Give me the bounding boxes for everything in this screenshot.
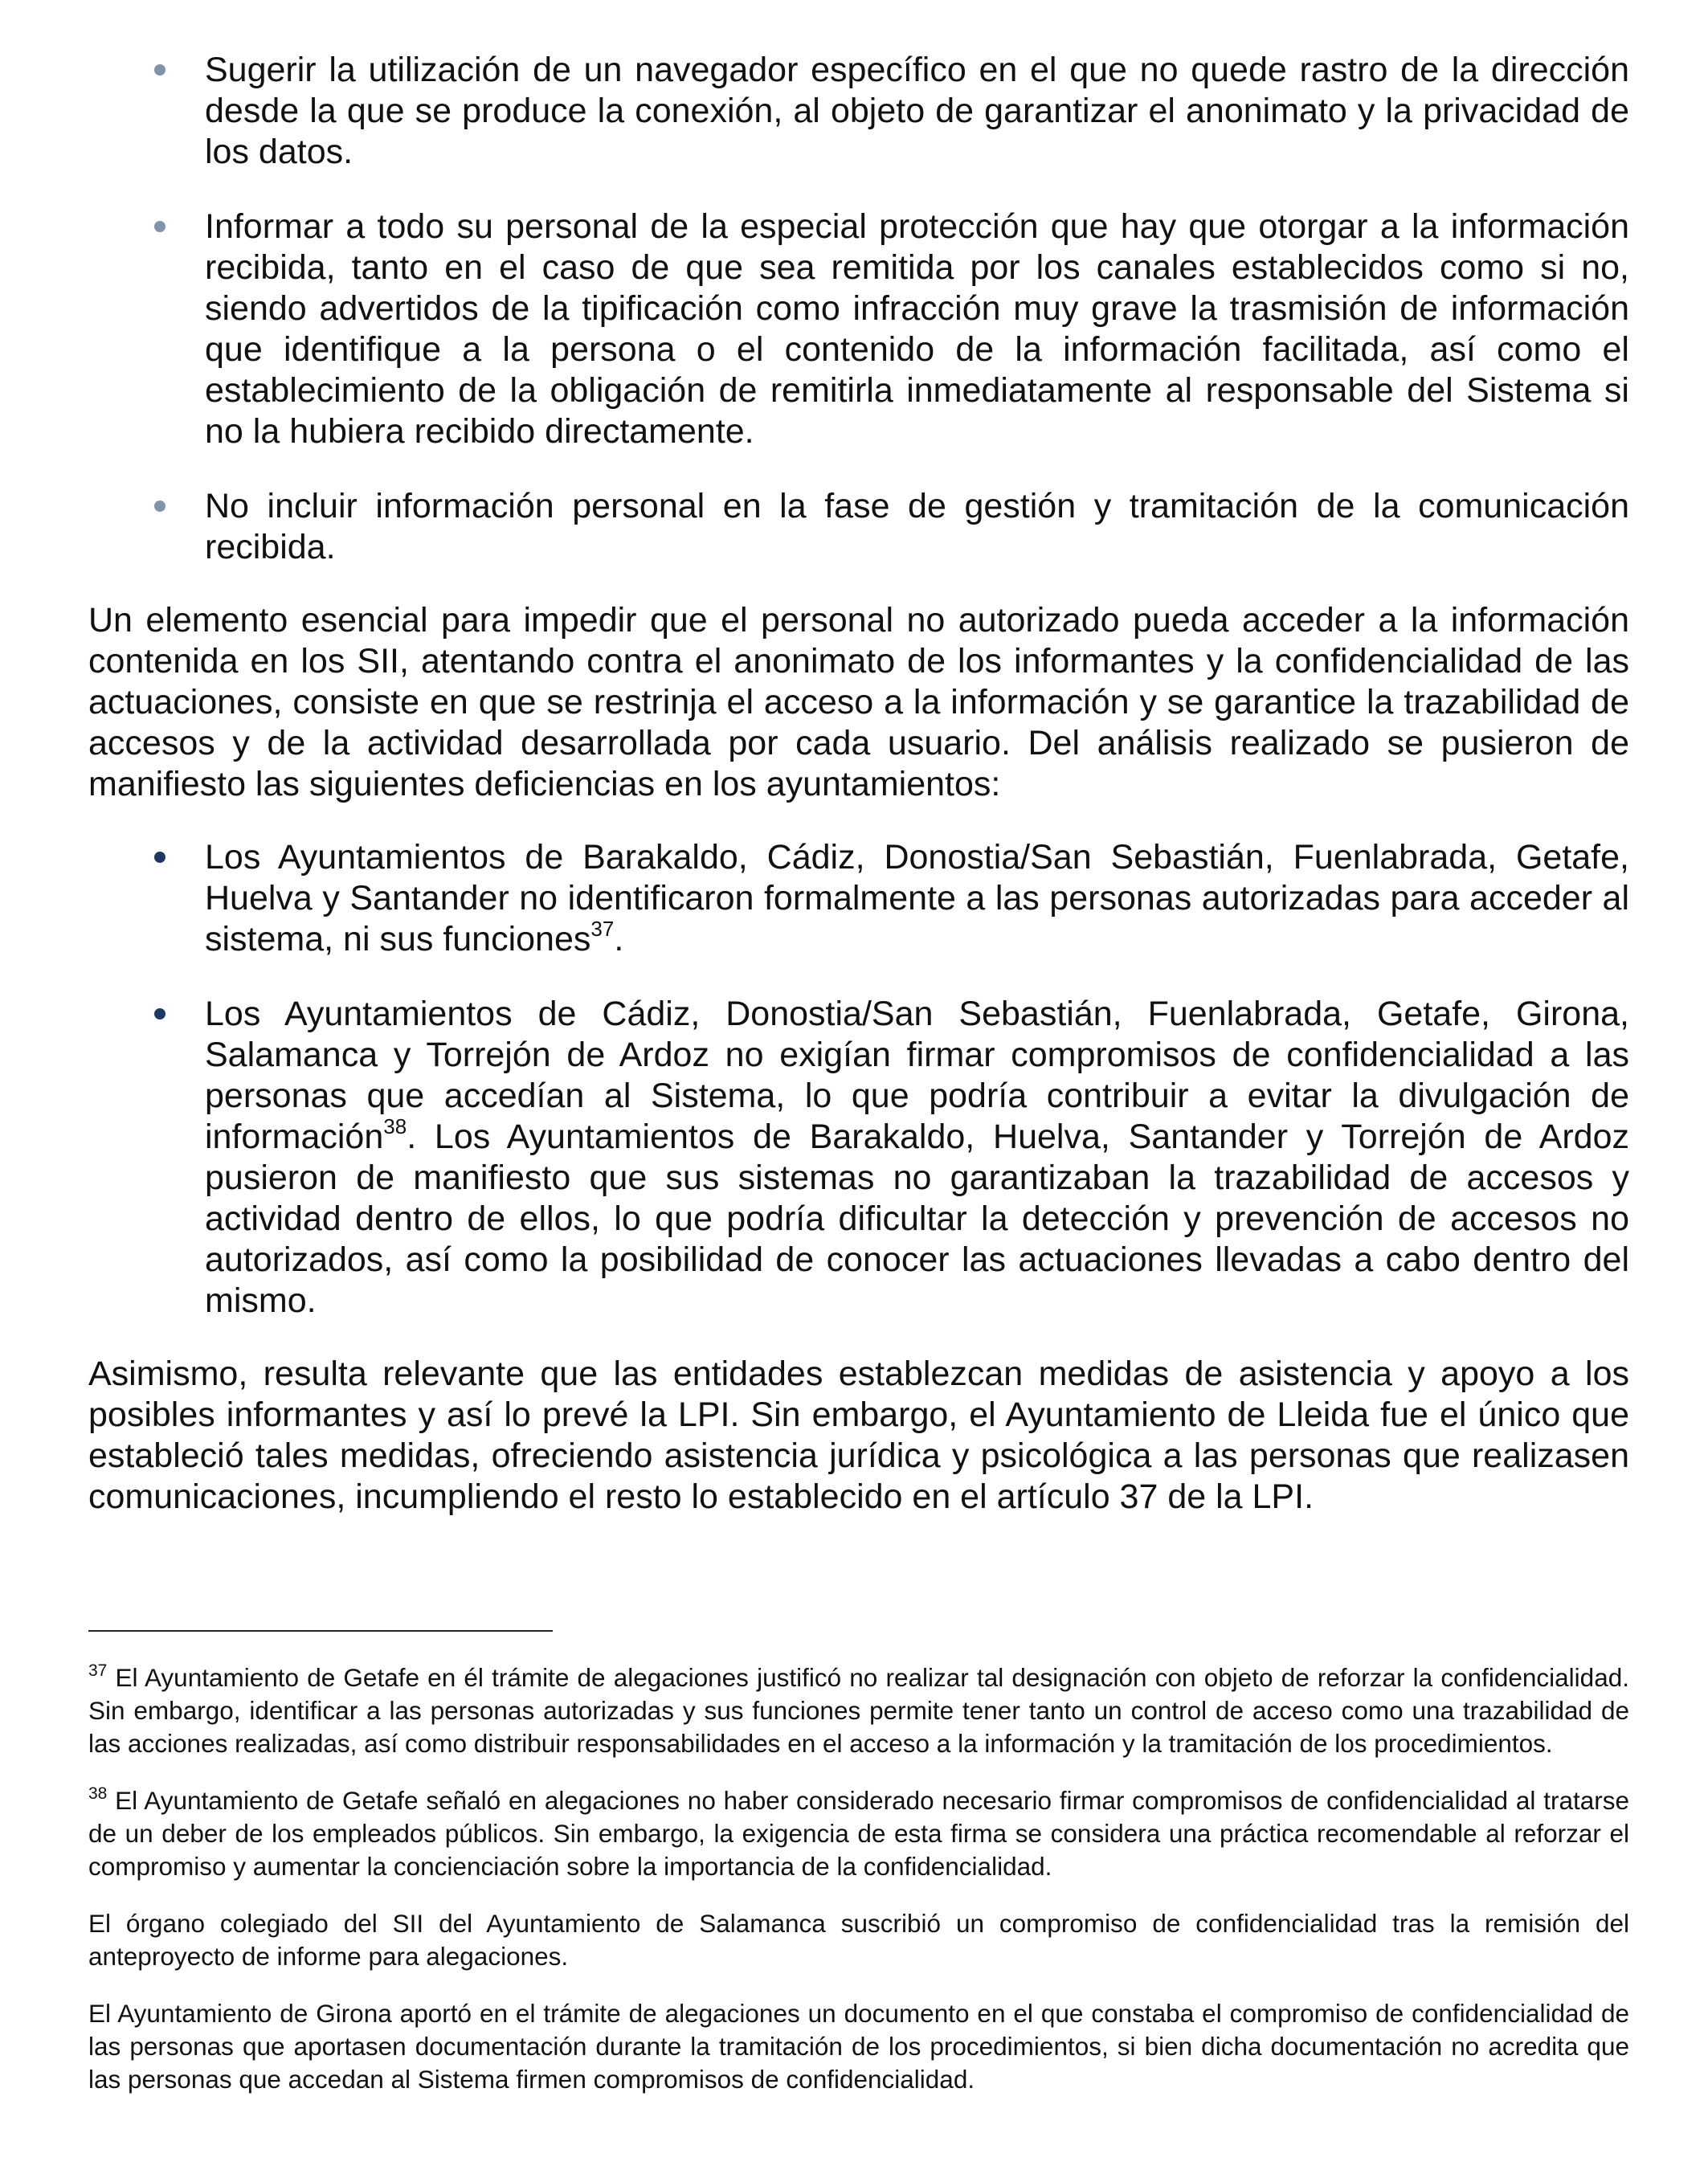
footnote-38: [88, 1784, 1629, 1883]
footnote-text: El Ayuntamiento de Getafe en él trámite de alegaciones justificó no realizar tal designación con objeto de reforzar la confidencialidad. Sin embargo, identificar a las personas autorizadas y sus funciones permite tener tanto un control de acceso como una trazabilidad de las acciones realizadas, así como distribuir responsabilidades en el acceso a la información y la tramitación de los procedimientos.: [88, 1663, 1629, 1758]
footnotes-section: [88, 1661, 1629, 2096]
findings-list: [88, 837, 1629, 1322]
recommendation-list: [88, 50, 1629, 568]
footnote-38-continuation: El Ayuntamiento de Girona aportó en el trámite de alegaciones un documento en el que constaba el compromiso de confidencialidad de las personas que aportasen documentación durante la tramitación de los procedimientos, si bien dicha documentación no acredita que las personas que accedan al Sistema firmen compromisos de confidencialidad.: [88, 1999, 1629, 2094]
bullet-icon: [154, 852, 165, 863]
list-item: [88, 486, 1629, 568]
footnote-38-continuation: El órgano colegiado del SII del Ayuntamiento de Salamanca suscribió un compromiso de confidencialidad tras la remisión del anteproyecto de informe para alegaciones.: [88, 1909, 1629, 1971]
body-paragraph: Asimismo, resulta relevante que las entidades establezcan medidas de asistencia y apoyo a los posibles informantes y así lo prevé la LPI. Sin embargo, el Ayuntamiento de Lleida fue el único que estableció tales medidas, ofreciendo asistencia jurídica y psicológica a las personas que realizasen comunicaciones, incumpliendo el resto lo establecido en el artículo 37 de la LPI.: [88, 1355, 1629, 1516]
body-paragraph: Un elemento esencial para impedir que el personal no autorizado pueda acceder a la información contenida en los SII, atentando contra el anonimato de los informantes y la confidencialidad de las actuaciones, consiste en que se restrinja el acceso a la información y se garantice la trazabilidad de accesos y de la actividad desarrollada por cada usuario. Del análisis realizado se pusieron de manifiesto las siguientes deficiencias en los ayuntamientos:: [88, 601, 1629, 803]
list-item: [88, 206, 1629, 452]
list-item: [88, 994, 1629, 1322]
footnote-37: [88, 1661, 1629, 1760]
bullet-icon: [154, 501, 165, 512]
footnote-separator: [88, 1630, 553, 1632]
list-item-text-end: .: [614, 920, 624, 958]
list-item-text: Informar a todo su personal de la especial protección que hay que otorgar a la información recibida, tanto en el caso de que sea remitida por los canales establecidos como si no, siendo advertidos de la tipificación como infracción muy grave la trasmisión de información que identifique a la persona o el contenido de la información facilitada, así como el establecimiento de la obligación de remitirla inmediatamente al responsable del Sistema si no la hubiera recibido directamente.: [205, 207, 1629, 451]
bullet-icon: [154, 1008, 165, 1020]
list-item: [88, 50, 1629, 173]
footnote-number: 38: [88, 1784, 108, 1803]
list-item-text: Sugerir la utilización de un navegador específico en el que no quede rastro de la dirección desde la que se produce la conexión, al objeto de garantizar el anonimato y la privacidad de los datos.: [205, 51, 1629, 171]
list-item-text-end: . Los Ayuntamientos de Barakaldo, Huelva, Santander y Torrejón de Ardoz pusieron de manifiesto que sus sistemas no garantizaban la trazabilidad de accesos y actividad dentro de ellos, lo que podría dificultar la detección y prevención de accesos no autorizados, así como la posibilidad de conocer las actuaciones llevadas a cabo dentro del mismo.: [205, 1118, 1629, 1320]
footnote-text: El Ayuntamiento de Getafe señaló en alegaciones no haber considerado necesario firmar compromisos de confidencialidad al tratarse de un deber de los empleados públicos. Sin embargo, la exigencia de esta firma se considera una práctica recomendable al reforzar el compromiso y aumentar la concienciación sobre la importancia de la confidencialidad.: [88, 1786, 1629, 1881]
footnote-number: 37: [88, 1661, 108, 1680]
bullet-icon: [154, 221, 165, 232]
list-item: [88, 837, 1629, 960]
document-body: [88, 50, 1629, 1518]
list-item-text: Los Ayuntamientos de Cádiz, Donostia/San Sebastián, Fuenlabrada, Getafe, Girona, Salamanca y Torrejón de Ardoz no exigían firmar compromisos de confidencialidad a las personas que accedían al Sistema, lo que podría contribuir a evitar la divulgación de información: [205, 995, 1629, 1156]
footnote-ref-37[interactable]: 37: [590, 917, 615, 941]
list-item-text: No incluir información personal en la fase de gestión y tramitación de la comunicación recibida.: [205, 487, 1629, 566]
footnote-ref-38[interactable]: 38: [383, 1114, 407, 1138]
list-item-text: Los Ayuntamientos de Barakaldo, Cádiz, Donostia/San Sebastián, Fuenlabrada, Getafe, Huelva y Santander no identificaron formalmente a las personas autorizadas para acceder al sistema, ni sus funciones: [205, 838, 1629, 958]
bullet-icon: [154, 64, 165, 76]
